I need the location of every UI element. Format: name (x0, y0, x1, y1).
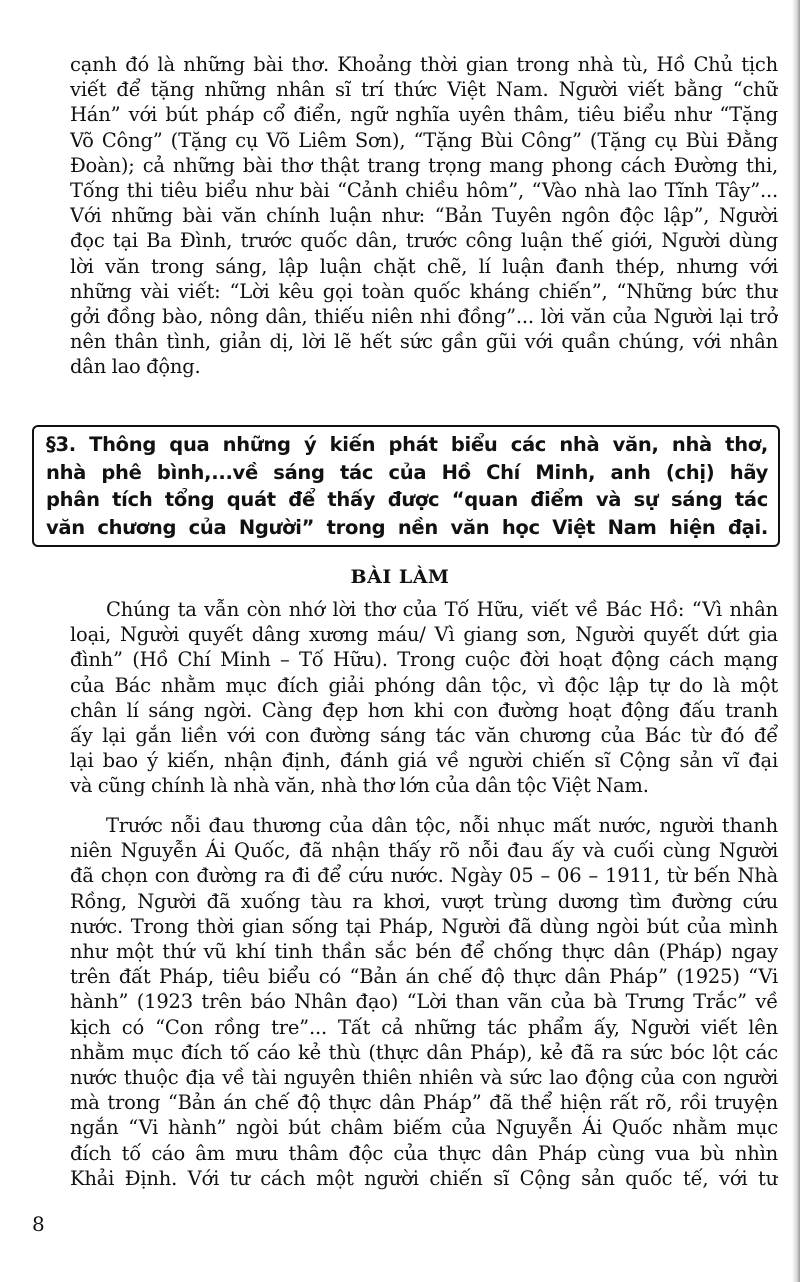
paragraph-3 (70, 813, 778, 1191)
text-line: và cũng chính là nhà văn, nhà thơ lớn của dân tộc Việt Nam. (70, 774, 649, 798)
text-line: đọc tại Ba Đình, trước quốc dân, trước công luận thế giới, Người dùng (70, 229, 778, 253)
question-line: văn chương của Người” trong nền văn học Việt Nam hiện đại. (46, 515, 768, 539)
text-line: Võ Công” (Tặng cụ Võ Liêm Sơn), “Tặng Bùi Công” (Tặng cụ Bùi Đằng (70, 128, 778, 152)
text-line: lời văn trong sáng, lập luận chặt chẽ, lí luận đanh thép, nhưng với (70, 254, 778, 278)
text-line: Trước nỗi đau thương của dân tộc, nỗi nhục mất nước, người thanh (106, 814, 778, 837)
text-line: Rồng, Người đã xuống tàu ra khơi, vượt trùng dương tìm đường cứu (70, 889, 778, 913)
text-line: đình” (Hồ Chí Minh – Tố Hữu). Trong cuộc đời hoạt động cách mạng (70, 648, 778, 672)
text-line: niên Nguyễn Ái Quốc, đã nhận thấy rõ nỗi đau ấy và cuối cùng Người (70, 839, 778, 863)
text-line: Chúng ta vẫn còn nhớ lời thơ của Tố Hữu, viết về Bác Hồ: “Vì nhân (106, 598, 778, 621)
text-line: lại bao ý kiến, nhận định, đánh giá về người chiến sĩ Cộng sản vĩ đại (70, 749, 778, 773)
text-line: gởi đồng bào, nông dân, thiếu niên nhi đồng”... lời văn của Người lại trở (70, 305, 778, 329)
text-line: nên thân tình, giản dị, lời lẽ hết sức gần gũi với quần chúng, với nhân (70, 330, 778, 354)
text-line: ấy lại gắn liền với con đường sáng tác văn chương của Bác từ đó để (70, 724, 778, 748)
paragraph-2 (70, 597, 778, 799)
question-text (46, 431, 768, 541)
question-line: §3. Thông qua những ý kiến phát biểu các nhà văn, nhà thơ, (46, 433, 768, 456)
text-line: dân lao động. (70, 355, 201, 379)
text-line: Tống thi tiêu biểu như bài “Cảnh chiều hôm”, “Vào nhà lao Tĩnh Tây”... (70, 179, 778, 203)
text-line: Với những bài văn chính luận như: “Bản Tuyên ngôn độc lập”, Người (70, 204, 778, 228)
section-heading: BÀI LÀM (350, 566, 450, 588)
question-line: nhà phê bình,...về sáng tác của Hồ Chí Minh, anh (chị) hãy (46, 460, 768, 484)
text-line: mà trong “Bản án chế độ thực dân Pháp” đã thể hiện rất rõ, rồi truyện (70, 1091, 778, 1115)
text-line: cạnh đó là những bài thơ. Khoảng thời gian trong nhà tù, Hồ Chủ tịch (70, 53, 778, 76)
text-line: hành” (1923 trên báo Nhân đạo) “Lời than vãn của bà Trưng Trắc” về (70, 990, 778, 1014)
question-box (32, 425, 780, 547)
text-line: Khải Định. Với tư cách một người chiến sĩ Cộng sản quốc tế, với tư (70, 1166, 778, 1190)
text-line: nước thuộc địa về tài nguyên thiên nhiên và sức lao động của con người (70, 1066, 778, 1090)
page-number: 8 (32, 1212, 45, 1236)
text-line: Đoàn); cả những bài thơ thật trang trọng mang phong cách Đường thi, (70, 153, 778, 177)
text-line: trên đất Pháp, tiêu biểu có “Bản án chế độ thực dân Pháp” (1925) “Vi (70, 965, 778, 989)
question-line: phân tích tổng quát để thấy được “quan điểm và sự sáng tác (46, 488, 768, 512)
text-line: loại, Người quyết dâng xương máu/ Vì giang sơn, Người quyết dứt gia (70, 623, 778, 647)
text-line: chân lí sáng ngời. Càng đẹp hơn khi con đường hoạt động đấu tranh (70, 698, 778, 722)
scan-edge-shadow (792, 0, 800, 1282)
text-line: những vài viết: “Lời kêu gọi toàn quốc kháng chiến”, “Những bức thư (70, 279, 778, 303)
text-line: nhằm mục đích tố cáo kẻ thù (thực dân Pháp), kẻ đã ra sức bóc lột các (70, 1040, 778, 1064)
text-line: đích tố cáo âm mưu thâm độc của thực dân Pháp cùng vua bù nhìn (70, 1141, 778, 1165)
text-line: Hán” với bút pháp cổ điển, ngữ nghĩa uyên thâm, tiêu biểu như “Tặng (70, 103, 778, 127)
text-line: nước. Trong thời gian sống tại Pháp, Người đã dùng ngòi bút của mình (70, 914, 778, 938)
text-line: ngắn “Vi hành” ngòi bút châm biếm của Nguyễn Ái Quốc nhằm mục (70, 1116, 778, 1140)
paragraph-1 (70, 52, 778, 380)
text-line: kịch có “Con rồng tre”... Tất cả những tác phẩm ấy, Người viết lên (70, 1015, 778, 1039)
text-line: đã chọn con đường ra đi để cứu nước. Ngày 05 – 06 – 1911, từ bến Nhà (70, 864, 778, 888)
text-line: của Bác nhằm mục đích giải phóng dân tộc, vì độc lập tự do là một (70, 673, 778, 697)
text-line: viết để tặng những nhân sĩ trí thức Việt Nam. Người viết bằng “chữ (70, 78, 778, 102)
text-line: như một thứ vũ khí tinh thần sắc bén để chống thực dân (Pháp) ngay (70, 940, 778, 964)
